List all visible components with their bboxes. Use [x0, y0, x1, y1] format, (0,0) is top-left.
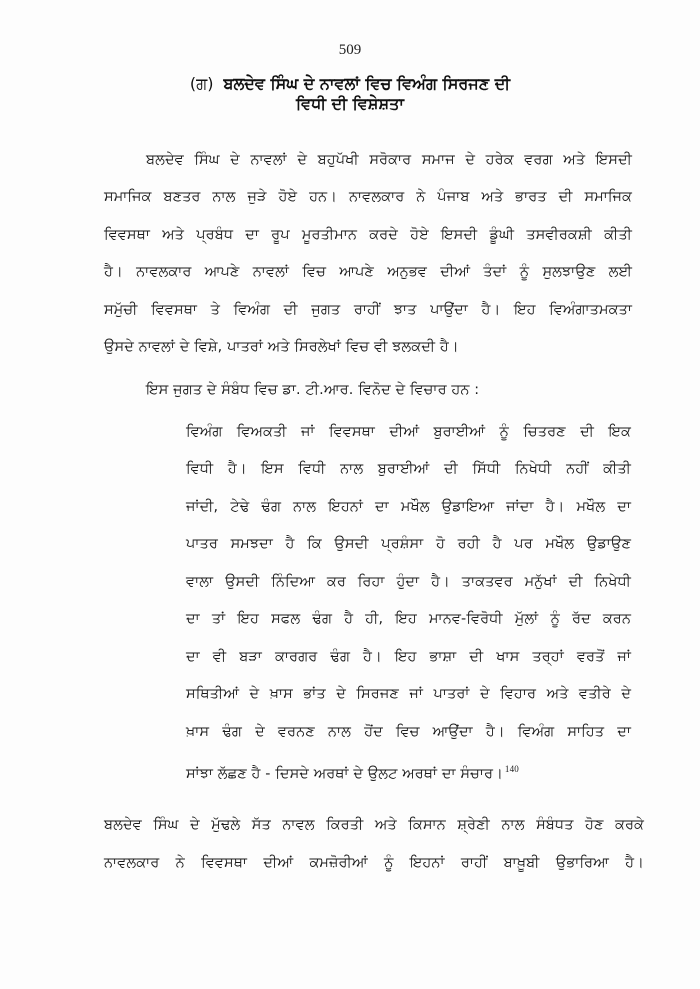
section-heading [0, 74, 700, 114]
heading-line-2: ਵਿਧੀ ਦੀ ਵਿਸ਼ੇਸ਼ਤਾ [296, 94, 404, 113]
quote-line: ਖ਼ਾਸ ਢੰਗ ਦੇ ਵਰਨਣ ਨਾਲ ਹੋਂਦ ਵਿਚ ਆਉਂਦਾ ਹੈ। ਵਿਅੰਗ ਸਾਹਿਤ ਦਾ [186, 724, 631, 740]
quote-line: ਵਿਅੰਗ ਵਿਅਕਤੀ ਜਾਂ ਵਿਵਸਥਾ ਦੀਆਂ ਬੁਰਾਈਆਂ ਨੂੰ ਚਿਤਰਣ ਦੀ ਇਕ [186, 424, 631, 440]
quote-line: ਵਾਲਾ ਉਸਦੀ ਨਿੰਦਿਆ ਕਰ ਰਿਹਾ ਹੁੰਦਾ ਹੈ। ਤਾਕਤਵਰ ਮਨੁੱਖਾਂ ਦੀ ਨਿਖੇਧੀ [186, 574, 631, 590]
paragraph-line: ਨਾਵਲਕਾਰ ਨੇ ਵਿਵਸਥਾ ਦੀਆਂ ਕਮਜ਼ੋਰੀਆਂ ਨੂੰ ਇਹਨਾਂ ਰਾਹੀਂ ਬਾਖ਼ੂਬੀ ਉਭਾਰਿਆ ਹੈ। [104, 855, 644, 871]
paragraph-line: ਹੈ। ਨਾਵਲਕਾਰ ਆਪਣੇ ਨਾਵਲਾਂ ਵਿਚ ਆਪਣੇ ਅਨੁਭਵ ਦੀਆਂ ਤੰਦਾਂ ਨੂੰ ਸੁਲਝਾਉਣ ਲਈ [104, 264, 632, 280]
heading-title: ਬਲਦੇਵ ਸਿੰਘ ਦੇ ਨਾਵਲਾਂ ਵਿਚ ਵਿਅੰਗ ਸਿਰਜਣ ਦੀ [223, 74, 511, 93]
quote-line: ਦਾ ਵੀ ਬੜਾ ਕਾਰਗਰ ਢੰਗ ਹੈ। ਇਹ ਭਾਸ਼ਾ ਦੀ ਖਾਸ ਤਰ੍ਹਾਂ ਵਰਤੋਂ ਜਾਂ [186, 649, 631, 665]
paragraph-line: ਉਸਦੇ ਨਾਵਲਾਂ ਦੇ ਵਿਸ਼ੇ, ਪਾਤਰਾਂ ਅਤੇ ਸਿਰਲੇਖਾਂ ਵਿਚ ਵੀ ਝਲਕਦੀ ਹੈ। [104, 339, 459, 355]
section-marker: (ਗ) [189, 74, 214, 93]
page-number: 509 [338, 42, 362, 58]
quote-line: ਪਾਤਰ ਸਮਝਦਾ ਹੈ ਕਿ ਉਸਦੀ ਪ੍ਰਸ਼ੰਸਾ ਹੋ ਰਹੀ ਹੈ ਪਰ ਮਖੌਲ ਉਡਾਉਣ [186, 536, 631, 552]
heading-line-1 [0, 74, 700, 94]
footnote-reference[interactable]: 140 [504, 764, 520, 774]
quote-intro: ਇਸ ਜੁਗਤ ਦੇ ਸੰਬੰਧ ਵਿਚ ਡਾ. ਟੀ.ਆਰ. ਵਿਨੋਦ ਦੇ ਵਿਚਾਰ ਹਨ : [146, 382, 480, 398]
quote-line: ਦਾ ਤਾਂ ਇਹ ਸਫਲ ਢੰਗ ਹੈ ਹੀ, ਇਹ ਮਾਨਵ-ਵਿਰੋਧੀ ਮੁੱਲਾਂ ਨੂੰ ਰੱਦ ਕਰਨ [186, 611, 631, 627]
paragraph-line: ਬਲਦੇਵ ਸਿੰਘ ਦੇ ਨਾਵਲਾਂ ਦੇ ਬਹੁਪੱਖੀ ਸਰੋਕਾਰ ਸਮਾਜ ਦੇ ਹਰੇਕ ਵਰਗ ਅਤੇ ਇਸਦੀ [146, 152, 632, 168]
paragraph-line: ਵਿਵਸਥਾ ਅਤੇ ਪ੍ਰਬੰਧ ਦਾ ਰੂਪ ਮੂਰਤੀਮਾਨ ਕਰਦੇ ਹੋਏ ਇਸਦੀ ਡੂੰਘੀ ਤਸਵੀਰਕਸ਼ੀ ਕੀਤੀ [104, 227, 632, 243]
paragraph-line: ਸਮੁੱਚੀ ਵਿਵਸਥਾ ਤੇ ਵਿਅੰਗ ਦੀ ਜੁਗਤ ਰਾਹੀਂ ਝਾਤ ਪਾਉਂਦਾ ਹੈ। ਇਹ ਵਿਅੰਗਾਤਮਕਤਾ [104, 302, 632, 318]
quote-last-line [186, 759, 631, 784]
quote-line: ਵਿਧੀ ਹੈ। ਇਸ ਵਿਧੀ ਨਾਲ ਬੁਰਾਈਆਂ ਦੀ ਸਿੱਧੀ ਨਿਖੇਧੀ ਨਹੀਂ ਕੀਤੀ [186, 461, 631, 477]
quote-line: ਜਾਂਦੀ, ਟੇਢੇ ਢੰਗ ਨਾਲ ਇਹਨਾਂ ਦਾ ਮਖੌਲ ਉਡਾਇਆ ਜਾਂਦਾ ਹੈ। ਮਖੌਲ ਦਾ [186, 499, 631, 515]
paragraph-line: ਬਲਦੇਵ ਸਿੰਘ ਦੇ ਮੁੱਢਲੇ ਸੱਤ ਨਾਵਲ ਕਿਰਤੀ ਅਤੇ ਕਿਸਾਨ ਸ਼੍ਰੇਣੀ ਨਾਲ ਸੰਬੰਧਤ ਹੋਣ ਕਰਕੇ [104, 817, 644, 833]
quote-line: ਸਥਿਤੀਆਂ ਦੇ ਖ਼ਾਸ ਭਾਂਤ ਦੇ ਸਿਰਜਣ ਜਾਂ ਪਾਤਰਾਂ ਦੇ ਵਿਹਾਰ ਅਤੇ ਵਤੀਰੇ ਦੇ [186, 686, 631, 702]
paragraph-line: ਸਮਾਜਿਕ ਬਣਤਰ ਨਾਲ ਜੁੜੇ ਹੋਏ ਹਨ। ਨਾਵਲਕਾਰ ਨੇ ਪੰਜਾਬ ਅਤੇ ਭਾਰਤ ਦੀ ਸਮਾਜਿਕ [104, 189, 632, 205]
quote-line: ਸਾਂਝਾ ਲੱਛਣ ਹੈ - ਦਿਸਦੇ ਅਰਥਾਂ ਦੇ ਉਲਟ ਅਰਥਾਂ ਦਾ ਸੰਚਾਰ। [186, 766, 503, 782]
